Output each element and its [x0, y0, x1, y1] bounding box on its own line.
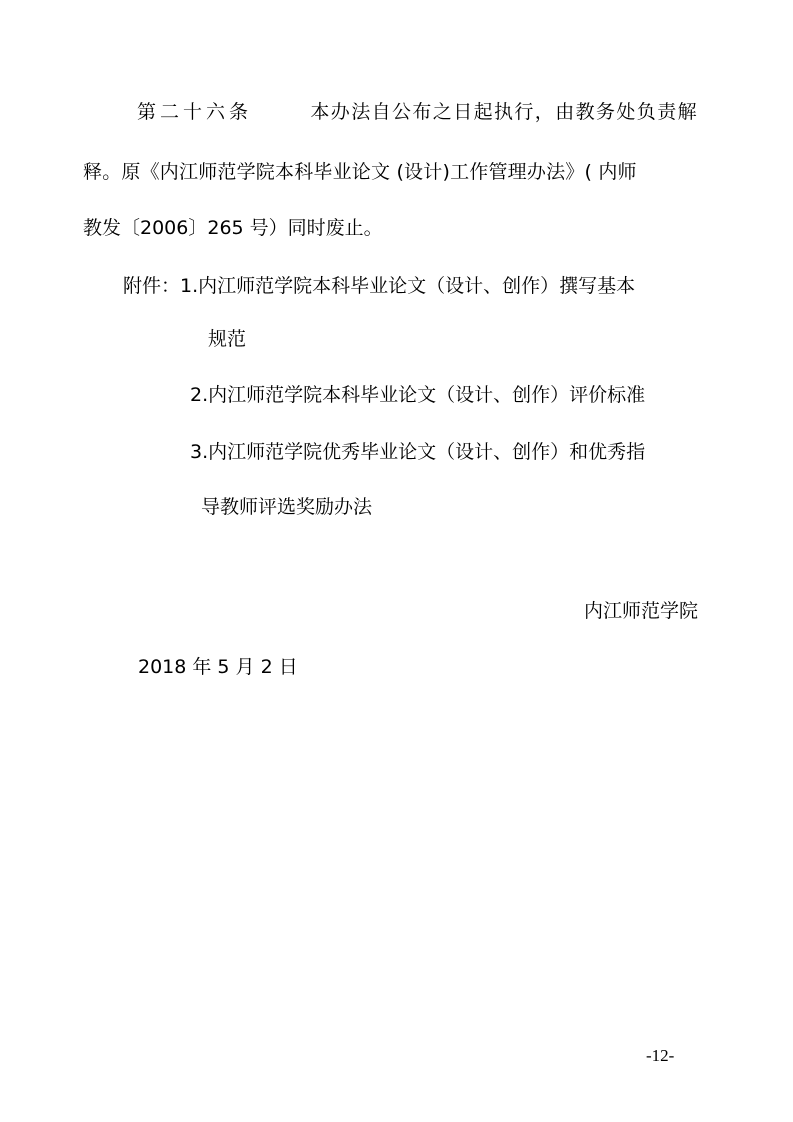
page-number: -12- — [646, 1046, 675, 1065]
article-26-text: 本办法自公布之日起执行，由教务处负责解 — [310, 101, 698, 123]
article-26-line-1 — [137, 100, 698, 124]
article-26-label: 第二十六条 — [137, 101, 253, 123]
attachment-item-2: 2.内江师范学院本科毕业论文（设计、创作）评价标准 — [190, 384, 646, 406]
article-26-line-2: 释。原《内江师范学院本科毕业论文 (设计)工作管理办法》( 内师 — [83, 161, 637, 183]
attachments-label: 附件： — [123, 275, 181, 297]
signature-organization: 内江师范学院 — [583, 600, 698, 622]
attachment-item-3: 3.内江师范学院优秀毕业论文（设计、创作）和优秀指 — [190, 441, 646, 463]
signature-date: 2018 年 5 月 2 日 — [138, 656, 298, 678]
attachment-item-3-continuation: 导教师评选奖励办法 — [201, 496, 373, 518]
attachments-line-1 — [123, 274, 635, 298]
attachment-item-1: 1.内江师范学院本科毕业论文（设计、创作）撰写基本 — [180, 275, 636, 297]
attachment-item-1-continuation: 规范 — [208, 328, 247, 350]
article-26-line-3: 教发〔2006〕265 号）同时废止。 — [83, 217, 383, 239]
